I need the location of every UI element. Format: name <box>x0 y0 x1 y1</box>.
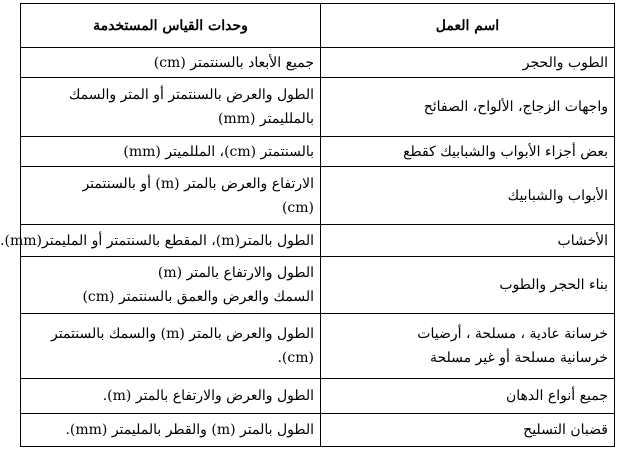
work-name-cell <box>321 78 615 137</box>
work-name-cell <box>321 167 615 225</box>
work-name-line: بعض أجزاء الأبواب والشبابيك كقطع <box>403 143 608 160</box>
units-cell <box>21 257 321 314</box>
units-table <box>0 3 615 447</box>
work-name-line: الطوب والحجر <box>522 54 608 71</box>
work-name-line: الأخشاب <box>557 232 608 249</box>
table-row <box>21 379 615 414</box>
units-line: الطول والعرض بالمتر (m) والسمك بالسنتمتر <box>50 326 314 342</box>
work-name-line: بناء الحجر والطوب <box>499 277 608 293</box>
work-name-cell <box>321 137 615 167</box>
work-name-cell <box>321 257 615 314</box>
header-measurement-units: وحدات القياس المستخدمة <box>21 4 321 48</box>
table-row <box>21 414 615 447</box>
work-name-line: واجهات الزجاج، الألواح، الصفائح <box>423 99 608 115</box>
units-line: بالملليمتر (mm) <box>217 111 314 127</box>
work-name-cell <box>321 379 615 414</box>
table-header-row <box>21 4 615 48</box>
work-name-cell <box>321 314 615 379</box>
units-line: السمك والعرض والعمق بالسنتمتر (cm) <box>82 289 314 305</box>
work-name-line: قضبان التسليح <box>523 422 608 438</box>
table-row <box>21 167 615 225</box>
table-row <box>21 225 615 257</box>
table-row <box>21 137 615 167</box>
units-line: الطول والعرض والارتفاع بالمتر (m). <box>102 388 314 404</box>
work-name-cell <box>321 414 615 447</box>
units-cell <box>21 48 321 78</box>
table-row <box>21 257 615 314</box>
header-work-name: اسم العمل <box>321 4 615 48</box>
work-name-line: خرسانية مسلحة أو غير مسلحة <box>429 350 608 366</box>
units-cell <box>21 314 321 379</box>
work-name-cell <box>321 48 615 78</box>
units-cell <box>21 137 321 167</box>
units-line: الطول والعرض بالسنتمتر أو المتر والسمك <box>68 87 314 103</box>
table-row <box>21 78 615 137</box>
work-name-line: الأبواب والشبابيك <box>507 187 608 204</box>
work-name-line: خرسانة عادية ، مسلحة ، أرضيات <box>417 326 608 342</box>
units-line: الارتفاع والعرض بالمتر (m) أو بالسنتمتر <box>82 175 314 192</box>
table-row <box>21 48 615 78</box>
units-line: الطول والارتفاع بالمتر (m) <box>157 265 314 281</box>
units-line: الطول بالمتر (m) والقطر بالمليمتر (mm). <box>65 422 314 438</box>
units-line: جميع الأبعاد بالسنتمتر (cm) <box>153 54 314 71</box>
units-line: (cm) <box>281 199 314 216</box>
units-line: (cm). <box>277 350 314 366</box>
units-line: بالسنتمتر (cm)، المللميتر (mm) <box>123 143 314 160</box>
table-row <box>21 314 615 379</box>
units-cell <box>21 78 321 137</box>
units-cell <box>21 379 321 414</box>
units-line: الطول بالمتر(m)، المقطع بالسنتمتر أو المليمتر(mm). <box>0 232 314 249</box>
units-cell <box>21 414 321 447</box>
work-name-cell <box>321 225 615 257</box>
units-cell <box>21 167 321 225</box>
work-name-line: جميع أنواع الدهان <box>505 388 608 404</box>
units-cell <box>0 225 321 257</box>
